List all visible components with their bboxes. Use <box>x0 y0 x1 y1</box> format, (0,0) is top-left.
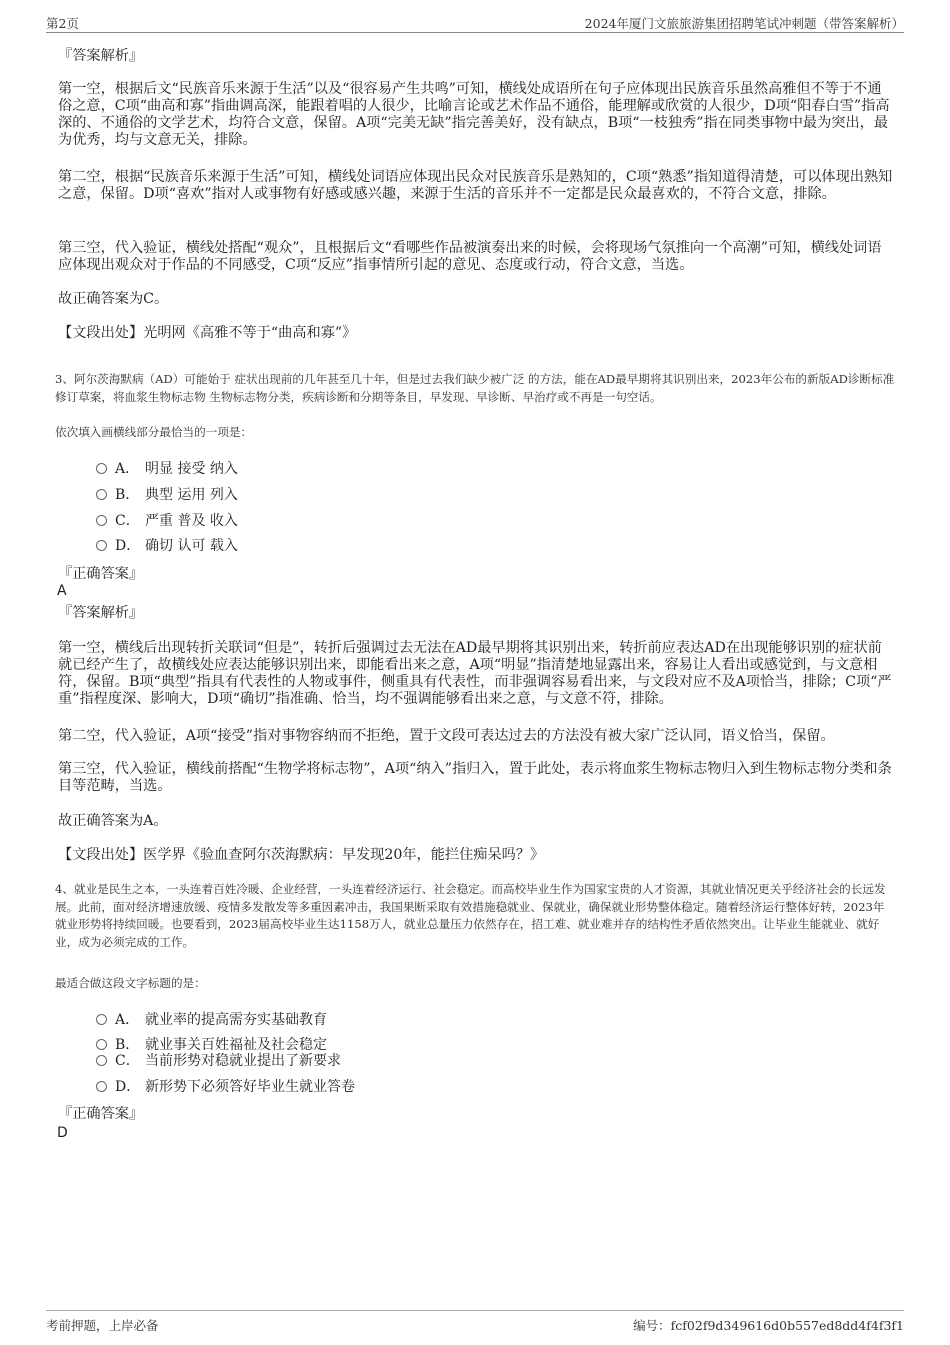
radio-icon[interactable] <box>96 1014 107 1025</box>
option-label: B． <box>115 1037 140 1053</box>
radio-icon[interactable] <box>96 1081 107 1092</box>
q2-analysis-p3: 第三空，代入验证，横线处搭配“观众”，且根据后文“看哪些作品被演奏出来的时候，会将现场气氛推向一个高潮”可知，横线处词语应体现出观众对于作品的不同感受，C项“反应”指事情所引起的意见、态度或行动，符合文意，当选。 <box>58 240 882 273</box>
option-text: 典型 运用 列入 <box>145 487 238 503</box>
option-label: D． <box>115 1079 141 1095</box>
page-header <box>46 12 904 33</box>
radio-icon[interactable] <box>96 1039 107 1050</box>
option-label: A． <box>115 1012 140 1028</box>
radio-icon[interactable] <box>96 489 107 500</box>
option-text: 严重 普及 收入 <box>145 513 238 529</box>
q3-option-b[interactable] <box>96 486 238 504</box>
q4-prompt: 最适合做这段文字标题的是： <box>55 976 206 990</box>
q3-analysis-p1: 第一空，横线后出现转折关联词“但是”，转折后强调过去无法在AD最早期将其识别出来，转折前应表达AD在出现能够识别的症状前就已经产生了，故横线处应表达能够识别出来，即能看出来之意，A项“明显”指清楚地显露出来，容易让人看出或感觉到，与文意相符，保留。B项“典型”指具有代表性的人物或事件，侧重具有代表性，而非强调容易看出来，与文段对应不及A项恰当，排除；C项“严重”指程度深、影响大，D项“确切”指准确、恰当，均不强调能够看出来之意，与文意不符，排除。 <box>58 640 892 707</box>
document-id: 编号：fcf02f9d349616d0b557ed8dd4f4f3f1 <box>633 1318 904 1333</box>
q3-option-a[interactable] <box>96 460 238 478</box>
q2-analysis-p2: 第二空，根据“民族音乐来源于生活”可知，横线处词语应体现出民众对民族音乐是熟知的，C项“熟悉”指知道得清楚，可以体现出熟知之意，保留。D项“喜欢”指对人或事物有好感或感兴趣，来源于生活的音乐并不一定都是民众最喜欢的，不符合文意，排除。 <box>58 169 893 202</box>
option-label: C． <box>115 513 140 529</box>
radio-icon[interactable] <box>96 540 107 551</box>
q3-prompt: 依次填入画横线部分最恰当的一项是： <box>55 425 253 439</box>
q2-analysis-label: 『答案解析』 <box>58 48 144 64</box>
option-text: 当前形势对稳就业提出了新要求 <box>145 1053 341 1069</box>
option-label: A． <box>115 461 140 477</box>
q3-stem: 3、阿尔茨海默病（AD）可能始于 症状出现前的几年甚至几十年，但是过去我们缺少被广泛 的方法，能在AD最早期将其识别出来，2023年公布的新版AD诊断标准修订草案，将血浆生物标志物 生物标志物分类，疾病诊断和分期等条目，早发现、早诊断、早治疗或不再是一句空话。 <box>55 372 895 404</box>
q3-answer: A <box>57 583 67 599</box>
document-title: 2024年厦门文旅旅游集团招聘笔试冲刺题（带答案解析） <box>584 16 904 31</box>
q3-conclusion: 故正确答案为A。 <box>58 813 168 829</box>
q3-option-d[interactable] <box>96 537 238 555</box>
option-text: 明显 接受 纳入 <box>145 461 238 477</box>
q4-answer: D <box>57 1125 68 1141</box>
option-text: 新形势下必须答好毕业生就业答卷 <box>145 1079 355 1095</box>
q2-source: 【文段出处】光明网《高雅不等于“曲高和寡”》 <box>58 325 357 341</box>
page-number: 第2页 <box>46 16 79 31</box>
q3-correct-label: 『正确答案』 <box>58 566 144 582</box>
page-footer <box>46 1310 904 1335</box>
q4-option-d[interactable] <box>96 1078 355 1096</box>
q4-option-a[interactable] <box>96 1011 327 1029</box>
footer-slogan: 考前押题，上岸必备 <box>46 1318 159 1333</box>
option-text: 就业率的提高需夯实基础教育 <box>145 1012 327 1028</box>
q4-correct-label: 『正确答案』 <box>58 1106 144 1122</box>
q2-conclusion: 故正确答案为C。 <box>58 291 169 307</box>
q4-stem: 4、就业是民生之本，一头连着百姓冷暖、企业经营，一头连着经济运行、社会稳定。而高校毕业生作为国家宝贵的人才资源，其就业情况更关乎经济社会的长远发展。此前，面对经济增速放缓、疫情多发散发等多重因素冲击，我国果断采取有效措施稳就业、保就业，确保就业形势整体稳定。随着经济运行整体好转，2023年就业形势将持续回暖。也要看到，2023届高校毕业生达1158万人，就业总量压力依然存在，招工难、就业难并存的结构性矛盾依然突出。让毕业生能就业、就好业，成为必须完成的工作。 <box>55 882 886 949</box>
q3-option-c[interactable] <box>96 512 238 530</box>
radio-icon[interactable] <box>96 463 107 474</box>
option-label: D． <box>115 538 141 554</box>
option-label: B． <box>115 487 140 503</box>
q3-source: 【文段出处】医学界《验血查阿尔茨海默病：早发现20年，能拦住痴呆吗？》 <box>58 847 545 863</box>
option-text: 就业事关百姓福祉及社会稳定 <box>145 1037 327 1053</box>
q3-analysis-p2: 第二空，代入验证，A项“接受”指对事物容纳而不拒绝，置于文段可表达过去的方法没有被大家广泛认同，语义恰当，保留。 <box>58 728 835 744</box>
option-label: C． <box>115 1053 140 1069</box>
q4-option-c[interactable] <box>96 1052 341 1070</box>
option-text: 确切 认可 载入 <box>145 538 238 554</box>
q3-analysis-label: 『答案解析』 <box>58 605 144 621</box>
radio-icon[interactable] <box>96 1055 107 1066</box>
q3-analysis-p3: 第三空，代入验证，横线前搭配“生物学将标志物”，A项“纳入”指归入，置于此处，表示将血浆生物标志物归入到生物标志物分类和条目等范畴，当选。 <box>58 761 892 794</box>
radio-icon[interactable] <box>96 515 107 526</box>
q2-analysis-p1: 第一空，根据后文“民族音乐来源于生活”以及“很容易产生共鸣”可知，横线处成语所在句子应体现出民族音乐虽然高雅但不等于不通俗之意，C项“曲高和寡”指曲调高深，能跟着唱的人很少，比喻言论或艺术作品不通俗，能理解或欣赏的人很少，D项“阳春白雪”指高深的、不通俗的文学艺术，均符合文意，保留。A项“完美无缺”指完善美好，没有缺点，B项“一枝独秀”指在同类事物中最为突出，最为优秀，均与文意无关，排除。 <box>58 81 890 148</box>
